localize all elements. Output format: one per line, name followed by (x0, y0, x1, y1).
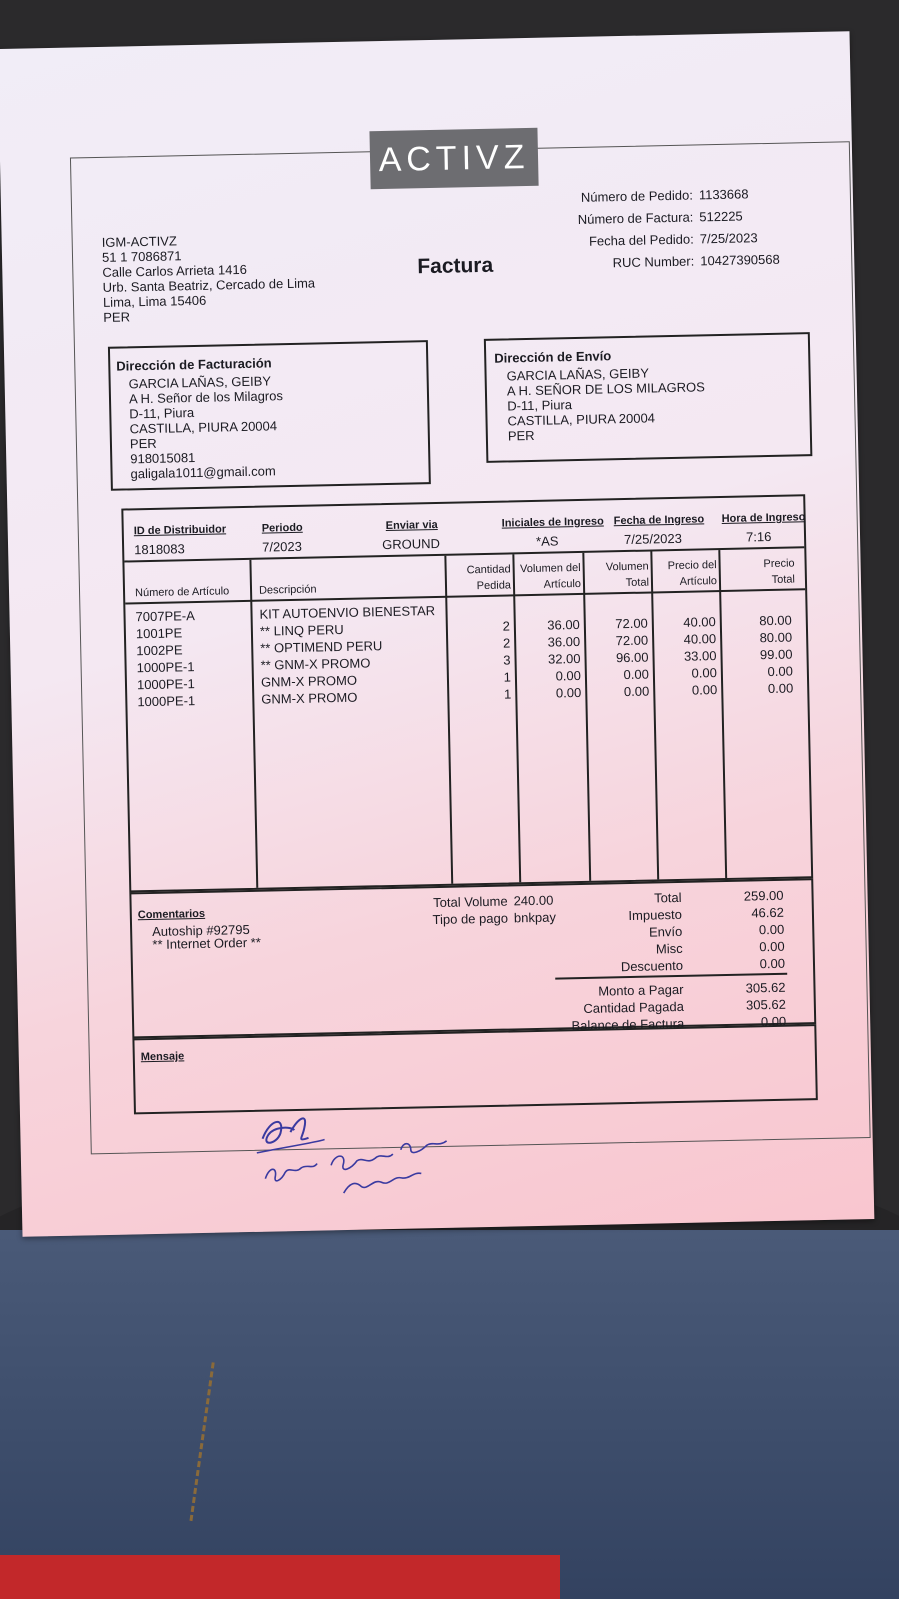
summary-values (513, 892, 556, 927)
item-number: 7007PE-A (135, 608, 195, 625)
balance-label: Balance de Factura (571, 1015, 685, 1034)
jeans-seam (189, 1362, 333, 1538)
order-date: 7/25/2023 (699, 230, 758, 247)
entry-date: 7/25/2023 (623, 530, 683, 548)
billing-address-box (108, 340, 431, 491)
distributor-id: 1818083 (134, 541, 185, 558)
total-label: Total (653, 889, 682, 906)
misc-amount: 0.00 (759, 938, 785, 955)
entry-time-label: Hora de Ingreso (721, 511, 806, 525)
item-price: 0.00 (691, 665, 718, 681)
pricetot-header-1: Precio (763, 557, 795, 571)
item-number-header: Número de Artículo (134, 585, 230, 600)
totals-labels (571, 889, 683, 976)
vol-header-1: Volumen del (519, 561, 581, 576)
item-price: 40.00 (683, 631, 717, 647)
amount-paid-label: Cantidad Pagada (583, 998, 685, 1016)
ship-via-label: Enviar via (385, 518, 438, 533)
invoice-number: 512225 (699, 208, 743, 225)
item-volume-total: 72.00 (615, 615, 648, 632)
shipping-heading: Dirección de Envío (494, 348, 612, 366)
voltot-header-2: Total (625, 576, 650, 590)
item-volume-total: 0.00 (623, 666, 650, 683)
handwritten-signature (250, 1105, 462, 1199)
order-date-label: Fecha del Pedido: (588, 231, 694, 249)
description-header: Descripción (258, 583, 317, 597)
item-volume-total: 72.00 (615, 632, 649, 649)
amount-due-label: Monto a Pagar (598, 981, 684, 999)
item-description: GNM-X PROMO (260, 672, 358, 690)
billing-email: galigala1011@gmail.com (130, 463, 276, 482)
item-qty: 3 (503, 652, 511, 668)
total-amount: 259.00 (743, 887, 784, 904)
item-description: GNM-X PROMO (261, 689, 358, 707)
price-header-2: Artículo (679, 575, 718, 588)
billing-line2: D-11, Piura (129, 405, 195, 422)
company-city: Lima, Lima 15406 (102, 292, 207, 310)
invoice-paper (0, 31, 874, 1237)
item-qty: 2 (502, 618, 511, 634)
item-price: 33.00 (683, 648, 717, 664)
items-table (121, 494, 813, 892)
price-column (655, 596, 717, 699)
totals-values (711, 887, 785, 973)
red-fabric (0, 1555, 560, 1599)
message-heading: Mensaje (140, 1050, 185, 1064)
activz-logo: ACTIVZ (369, 128, 538, 190)
company-country: PER (103, 309, 131, 325)
description-column (259, 602, 445, 708)
shipping-country: PER (507, 427, 535, 444)
item-number: 1000PE-1 (137, 693, 196, 710)
item-number: 1000PE-1 (136, 659, 195, 676)
shipping-line2: D-11, Piura (507, 397, 573, 414)
item-total: 80.00 (759, 612, 792, 629)
billing-name: GARCIA LAÑAS, GEIBY (128, 373, 272, 392)
col-sep-1 (249, 560, 258, 888)
payment-values (713, 979, 786, 1031)
item-total (723, 595, 791, 613)
billing-city: CASTILLA, PIURA 20004 (129, 418, 278, 437)
vol-header-2: Artículo (543, 577, 582, 591)
discount-amount: 0.00 (759, 955, 786, 972)
item-price (655, 596, 715, 614)
billing-phone: 918015081 (130, 450, 196, 467)
voltot-header-1: Volumen (605, 560, 649, 574)
shipping-address-box (484, 332, 813, 463)
item-qty: 2 (502, 635, 511, 651)
pricetot-column (723, 595, 793, 698)
order-info-labels (553, 185, 695, 276)
item-volume: 0.00 (555, 667, 582, 684)
document-title: Factura (417, 253, 494, 279)
ruc-label: RUC Number: (612, 253, 695, 271)
shipping-label: Envío (648, 923, 683, 940)
item-volume-total: 96.00 (615, 649, 649, 666)
item-volume (517, 599, 579, 617)
vol-column (517, 599, 581, 702)
pricetot-header-2: Total (771, 573, 796, 586)
distributor-label: ID de Distribuidor (133, 523, 227, 538)
voltot-column (587, 598, 649, 701)
company-name: IGM-ACTIVZ (101, 233, 177, 250)
jeans-background (0, 1230, 899, 1599)
billing-heading: Dirección de Facturación (116, 355, 272, 374)
amount-due: 305.62 (745, 979, 786, 996)
price-header-1: Precio del (667, 559, 717, 573)
amount-paid: 305.62 (745, 996, 786, 1013)
order-info-values (699, 183, 780, 273)
item-volume: 0.00 (555, 684, 582, 701)
discount-label: Descuento (620, 957, 684, 975)
period-value: 7/2023 (261, 538, 303, 555)
payment-type: bnkpay (513, 909, 557, 926)
item-number: 1001PE (135, 625, 183, 642)
message-box (132, 1024, 817, 1114)
entry-date-label: Fecha de Ingreso (613, 513, 705, 528)
total-volume-label: Total Volume (433, 893, 508, 911)
initials-label: Iniciales de Ingreso (501, 515, 604, 530)
entry-time: 7:16 (745, 528, 772, 545)
ship-via-value: GROUND (381, 535, 441, 553)
item-price: 0.00 (691, 682, 718, 698)
item-volume: 32.00 (547, 650, 581, 667)
misc-label: Misc (655, 940, 683, 957)
item-description: ** OPTIMEND PERU (260, 638, 383, 656)
item-volume-total (587, 598, 647, 616)
item-number-column (135, 606, 249, 710)
payment-type-label: Tipo de pago (432, 910, 509, 928)
company-phone: 51 1 7086871 (101, 248, 182, 265)
item-volume: 36.00 (547, 633, 581, 650)
shipping-city: CASTILLA, PIURA 20004 (507, 410, 656, 429)
shipping-amount: 0.00 (758, 921, 785, 938)
period-label: Periodo (261, 521, 303, 535)
ruc-number: 10427390568 (700, 251, 780, 269)
item-total: 99.00 (759, 646, 793, 663)
totals-section (129, 878, 816, 1038)
item-description: ** LINQ PERU (259, 621, 344, 639)
qty-header-2: Pedida (476, 579, 512, 593)
comment-line: Autoship #92795 (152, 921, 250, 940)
tax-amount: 46.62 (751, 904, 785, 921)
item-total: 0.00 (767, 663, 794, 680)
comments-heading: Comentarios (137, 907, 206, 922)
company-street: Calle Carlos Arrieta 1416 (102, 261, 248, 280)
item-volume: 36.00 (547, 616, 580, 633)
order-number: 1133668 (698, 186, 749, 203)
item-description: KIT AUTOENVIO BIENESTAR (259, 603, 436, 622)
item-qty: 1 (503, 669, 512, 685)
item-number: 1000PE-1 (136, 676, 195, 693)
item-total: 80.00 (759, 629, 793, 646)
total-volume: 240.00 (513, 892, 554, 909)
comment-line: ** Internet Order ** (152, 934, 261, 953)
billing-country: PER (129, 435, 157, 452)
item-qty (451, 600, 509, 618)
company-district: Urb. Santa Beatriz, Cercado de Lima (102, 275, 316, 295)
item-total: 0.00 (767, 680, 794, 697)
order-number-label: Número de Pedido: (580, 187, 694, 205)
item-description: ** GNM-X PROMO (260, 655, 371, 673)
qty-column (451, 600, 511, 703)
qty-header-1: Cantidad (466, 563, 511, 577)
summary-labels (421, 893, 508, 929)
initials-value: *AS (535, 533, 559, 549)
shipping-name: GARCIA LAÑAS, GEIBY (506, 365, 650, 384)
shipping-line1: A H. SEÑOR DE LOS MILAGROS (506, 379, 705, 399)
item-volume-total: 0.00 (623, 683, 650, 700)
item-number: 1002PE (136, 642, 183, 659)
billing-line1: A H. Señor de los Milagros (128, 388, 284, 407)
item-price: 40.00 (683, 614, 716, 630)
invoice-number-label: Número de Factura: (577, 209, 694, 227)
tax-label: Impuesto (628, 906, 683, 924)
balance: 0.00 (760, 1013, 787, 1030)
item-qty: 1 (503, 686, 512, 702)
